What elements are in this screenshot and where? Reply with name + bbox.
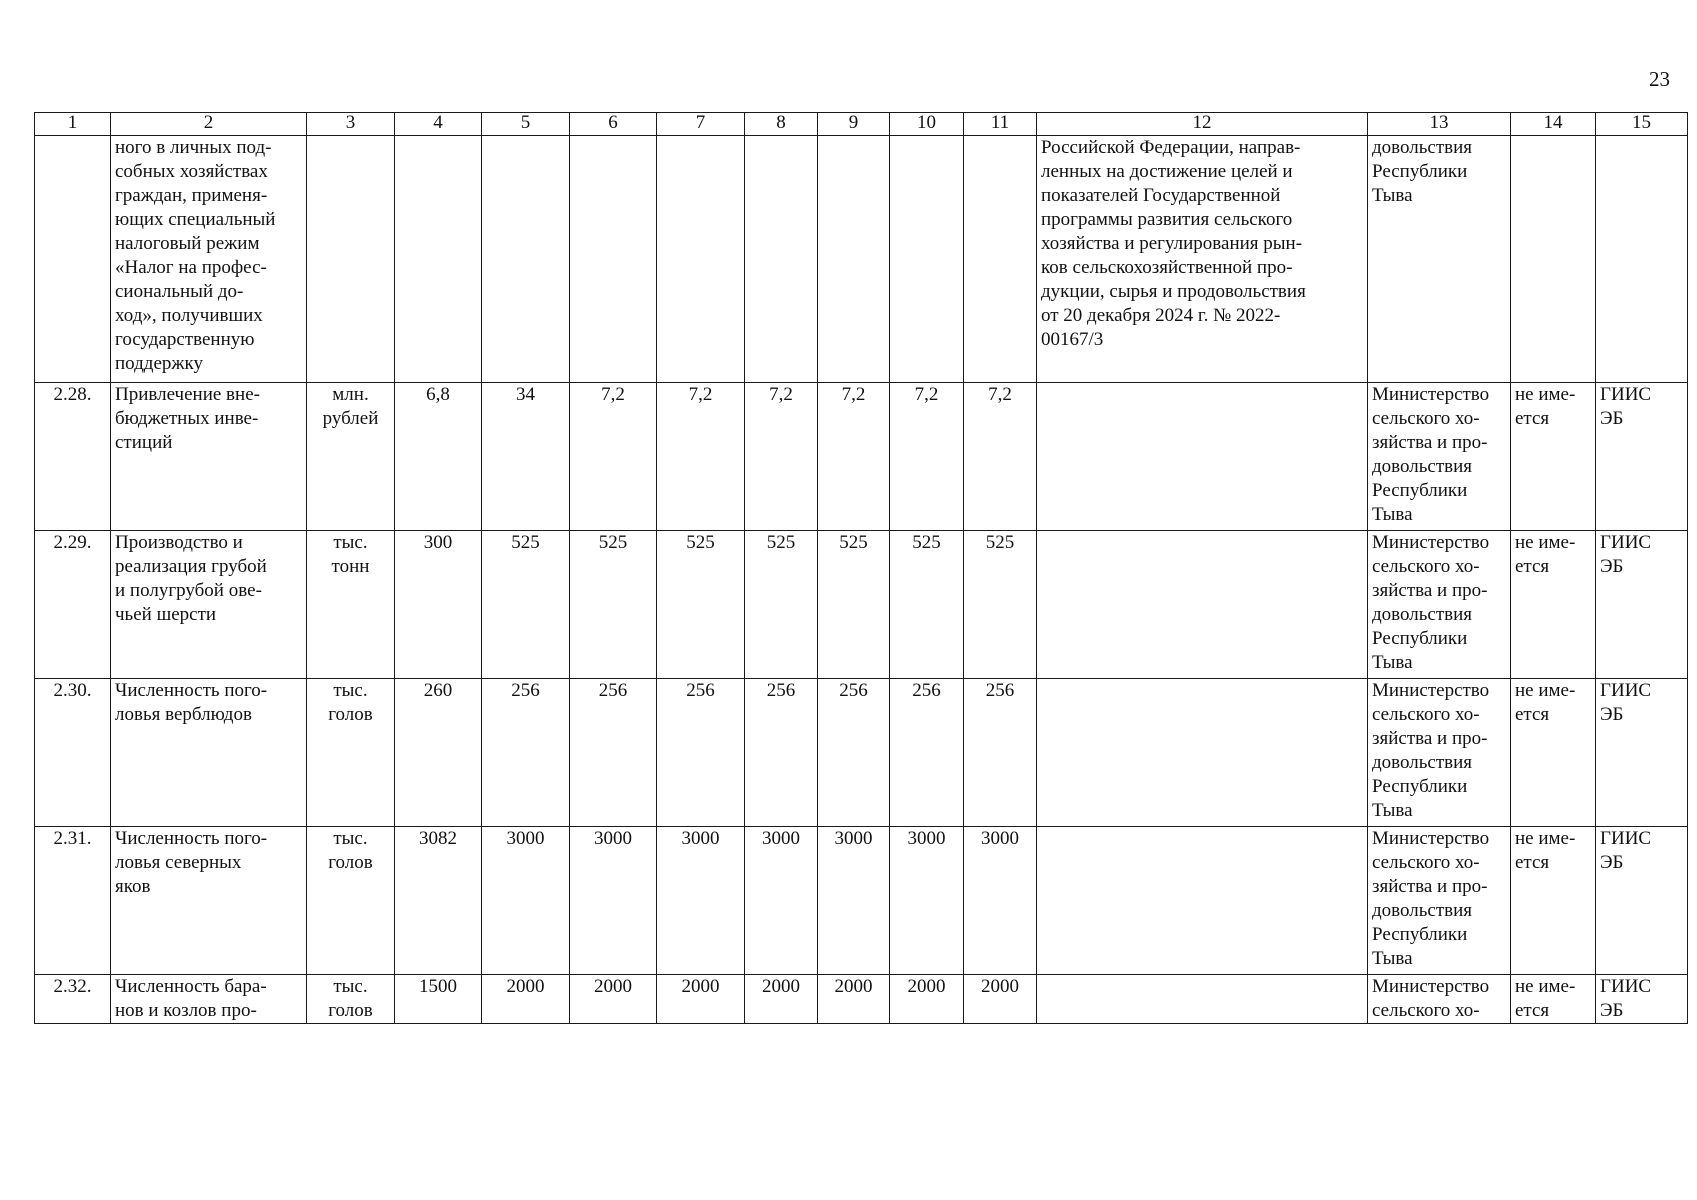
value-cell: 256 xyxy=(657,679,745,827)
col15-cell: ГИИС ЭБ xyxy=(1596,383,1688,531)
responsible-cell: Министерство сельского хо- зяйства и про- довольствия Республики Тыва xyxy=(1368,383,1511,531)
value-cell: 2000 xyxy=(570,975,657,1024)
header-row xyxy=(35,113,1688,136)
value-cell: 34 xyxy=(482,383,570,531)
value-cell: 525 xyxy=(964,531,1037,679)
col14-cell: не име- ется xyxy=(1511,679,1596,827)
value-cell: 256 xyxy=(745,679,818,827)
col15-cell: ГИИС ЭБ xyxy=(1596,531,1688,679)
value-cell xyxy=(818,136,890,383)
unit-cell: тыс. голов xyxy=(307,975,395,1024)
basis-cell xyxy=(1037,975,1368,1024)
unit-cell: млн. рублей xyxy=(307,383,395,531)
value-cell: 7,2 xyxy=(657,383,745,531)
responsible-cell: Министерство сельского хо- xyxy=(1368,975,1511,1024)
basis-cell xyxy=(1037,383,1368,531)
column-header: 5 xyxy=(482,113,570,136)
value-cell: 6,8 xyxy=(395,383,482,531)
table-row xyxy=(35,827,1688,975)
value-cell xyxy=(482,136,570,383)
value-cell: 256 xyxy=(482,679,570,827)
value-cell: 3000 xyxy=(657,827,745,975)
value-cell: 3000 xyxy=(890,827,964,975)
indicator-name-cell: Привлечение вне- бюджетных инве- стиций xyxy=(111,383,307,531)
column-header: 14 xyxy=(1511,113,1596,136)
value-cell: 260 xyxy=(395,679,482,827)
value-cell: 2000 xyxy=(818,975,890,1024)
column-header: 9 xyxy=(818,113,890,136)
column-header: 7 xyxy=(657,113,745,136)
value-cell: 525 xyxy=(657,531,745,679)
table-row-continuation xyxy=(35,136,1688,383)
unit-cell: тыс. тонн xyxy=(307,531,395,679)
indicator-name-cell: ного в личных под- собных хозяйствах граждан, применя- ющих специальный налоговый режим «Налог на профес- сиональный до- ход», получивших государственную поддержку xyxy=(111,136,307,383)
basis-cell xyxy=(1037,827,1368,975)
row-number-cell: 2.30. xyxy=(35,679,111,827)
value-cell: 7,2 xyxy=(964,383,1037,531)
column-header: 3 xyxy=(307,113,395,136)
value-cell: 525 xyxy=(818,531,890,679)
column-header: 1 xyxy=(35,113,111,136)
value-cell xyxy=(890,136,964,383)
indicator-name-cell: Численность бара- нов и козлов про- xyxy=(111,975,307,1024)
table-row xyxy=(35,383,1688,531)
indicator-name-cell: Численность пого- ловья северных яков xyxy=(111,827,307,975)
value-cell: 1500 xyxy=(395,975,482,1024)
page-number: 23 xyxy=(1649,67,1670,91)
col14-cell: не име- ется xyxy=(1511,531,1596,679)
row-number-cell: 2.32. xyxy=(35,975,111,1024)
column-header: 15 xyxy=(1596,113,1688,136)
col14-cell: не име- ется xyxy=(1511,827,1596,975)
value-cell: 3000 xyxy=(964,827,1037,975)
value-cell: 3000 xyxy=(818,827,890,975)
value-cell: 3000 xyxy=(745,827,818,975)
value-cell: 525 xyxy=(890,531,964,679)
row-number-cell: 2.29. xyxy=(35,531,111,679)
unit-cell xyxy=(307,136,395,383)
value-cell: 2000 xyxy=(657,975,745,1024)
value-cell xyxy=(570,136,657,383)
value-cell: 256 xyxy=(964,679,1037,827)
indicators-table xyxy=(34,112,1688,1024)
col15-cell xyxy=(1596,136,1688,383)
column-header: 10 xyxy=(890,113,964,136)
value-cell: 300 xyxy=(395,531,482,679)
basis-cell xyxy=(1037,531,1368,679)
column-header: 11 xyxy=(964,113,1037,136)
row-number-cell: 2.31. xyxy=(35,827,111,975)
unit-cell: тыс. голов xyxy=(307,827,395,975)
col14-cell xyxy=(1511,136,1596,383)
indicator-name-cell: Производство и реализация грубой и полугрубой овe- чьей шерсти xyxy=(111,531,307,679)
value-cell: 525 xyxy=(482,531,570,679)
column-header: 12 xyxy=(1037,113,1368,136)
value-cell: 2000 xyxy=(890,975,964,1024)
responsible-cell: Министерство сельского хо- зяйства и про- довольствия Республики Тыва xyxy=(1368,679,1511,827)
value-cell: 7,2 xyxy=(745,383,818,531)
table-row xyxy=(35,679,1688,827)
indicator-name-cell: Численность пого- ловья верблюдов xyxy=(111,679,307,827)
value-cell: 525 xyxy=(745,531,818,679)
responsible-cell: довольствия Республики Тыва xyxy=(1368,136,1511,383)
col15-cell: ГИИС ЭБ xyxy=(1596,827,1688,975)
value-cell: 2000 xyxy=(745,975,818,1024)
value-cell: 3000 xyxy=(570,827,657,975)
row-number-cell xyxy=(35,136,111,383)
responsible-cell: Министерство сельского хо- зяйства и про- довольствия Республики Тыва xyxy=(1368,531,1511,679)
value-cell xyxy=(745,136,818,383)
column-header: 2 xyxy=(111,113,307,136)
value-cell: 256 xyxy=(890,679,964,827)
basis-cell xyxy=(1037,679,1368,827)
col14-cell: не име- ется xyxy=(1511,383,1596,531)
responsible-cell: Министерство сельского хо- зяйства и про- довольствия Республики Тыва xyxy=(1368,827,1511,975)
value-cell: 3082 xyxy=(395,827,482,975)
value-cell: 2000 xyxy=(482,975,570,1024)
table-row xyxy=(35,531,1688,679)
column-header: 6 xyxy=(570,113,657,136)
column-header: 13 xyxy=(1368,113,1511,136)
column-header: 8 xyxy=(745,113,818,136)
value-cell xyxy=(964,136,1037,383)
row-number-cell: 2.28. xyxy=(35,383,111,531)
col15-cell: ГИИС ЭБ xyxy=(1596,679,1688,827)
value-cell: 7,2 xyxy=(818,383,890,531)
value-cell: 7,2 xyxy=(570,383,657,531)
unit-cell: тыс. голов xyxy=(307,679,395,827)
value-cell xyxy=(657,136,745,383)
col15-cell: ГИИС ЭБ xyxy=(1596,975,1688,1024)
value-cell: 2000 xyxy=(964,975,1037,1024)
value-cell: 7,2 xyxy=(890,383,964,531)
value-cell: 256 xyxy=(818,679,890,827)
column-header: 4 xyxy=(395,113,482,136)
value-cell: 3000 xyxy=(482,827,570,975)
basis-cell: Российской Федерации, направ- ленных на достижение целей и показателей Государственной программы развития сельского хозяйства и регулирования рын- ков сельскохозяйственной про- дукции, сырья и продовольствия от 20 декабря 2024 г. № 2022- 00167/3 xyxy=(1037,136,1368,383)
value-cell: 525 xyxy=(570,531,657,679)
value-cell xyxy=(395,136,482,383)
col14-cell: не име- ется xyxy=(1511,975,1596,1024)
value-cell: 256 xyxy=(570,679,657,827)
table-row xyxy=(35,975,1688,1024)
